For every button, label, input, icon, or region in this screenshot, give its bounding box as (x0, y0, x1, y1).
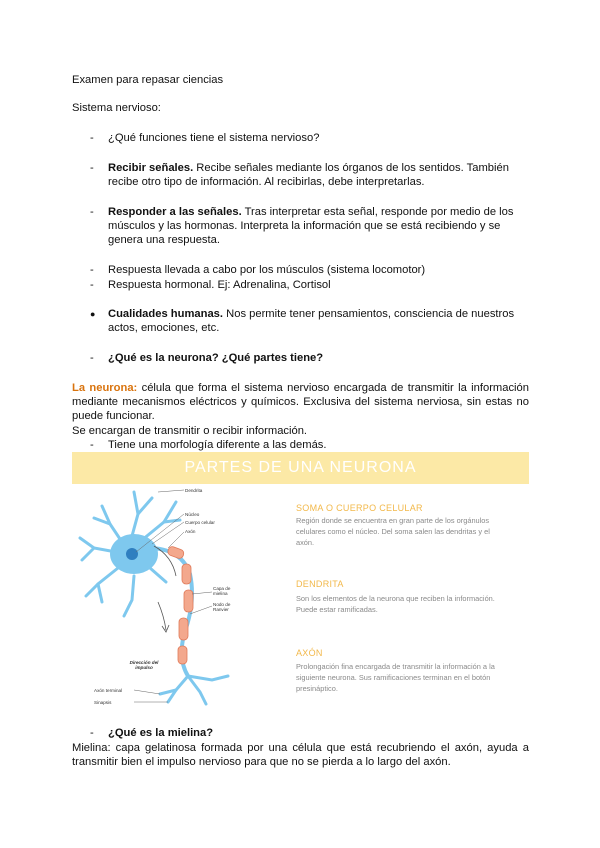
dot-bullet: ● (90, 309, 96, 319)
dash-bullet: - (90, 206, 94, 218)
dendrita-text: Son los elementos de la neurona que reciben la información. Puede estar ramificadas. (296, 594, 495, 614)
myelin-segment (179, 618, 188, 640)
neurona-text: célula que forma el sistema nervioso encargada de transmitir la información mediante mecanismos eléctricos y químicos. Exclusiva del sistema nerviosa, sin estas no puede funcionar. (72, 382, 529, 422)
response-muscles: Respuesta llevada a cabo por los músculos (sistema locomotor) (108, 264, 426, 276)
dash-bullet: - (90, 132, 94, 144)
dendrite-branch (124, 576, 134, 616)
label-leader (192, 592, 212, 594)
neuron-illustration (72, 484, 287, 710)
response-hormonal: Respuesta hormonal. Ej: Adrenalina, Cortisol (108, 279, 331, 291)
axon-terminal (188, 676, 228, 680)
document-title: Examen para repasar ciencias (72, 74, 224, 86)
label-mielina: Capa de mielina (213, 586, 231, 596)
dendrite-branch (102, 506, 122, 542)
impulse-arrow (158, 602, 166, 630)
axon-terminal (168, 676, 188, 702)
label-terminal: Axón terminal (94, 688, 123, 693)
item-cualidades (108, 307, 528, 335)
label-leader (134, 690, 160, 694)
soma-text: Región donde se encuentra en gran parte de los orgánulos celulares como el núcleo. Del soma salen las dendritas y el axón. (296, 516, 490, 547)
myelin-segment (182, 564, 191, 584)
nucleus (126, 548, 138, 560)
dendrite-branch (138, 498, 152, 514)
axon-text: Prolongación fina encargada de transmitir la información a la siguiente neurona. Sus ramificaciones terminan en el botón presináptico. (296, 662, 495, 693)
label-cuerpo: Cuerpo celular (185, 520, 215, 525)
label-axon: Axón (185, 529, 196, 534)
question-functions: ¿Qué funciones tiene el sistema nervioso? (108, 132, 320, 144)
item-text: Nos permite tener pensamientos, consciencia de nuestros actos, emociones, etc. (108, 308, 515, 334)
neurona-definition (72, 381, 529, 423)
question-neurona: ¿Qué es la neurona? ¿Qué partes tiene? (108, 352, 324, 364)
dash-bullet: - (90, 162, 94, 174)
label-leader (152, 522, 184, 544)
soma-heading: SOMA O CUERPO CELULAR (296, 503, 423, 513)
label-sinapsis: Sinapsis (94, 700, 112, 705)
label-dendrita: Dendrita (185, 488, 203, 493)
axon-terminal (188, 676, 206, 704)
item-text: Tras interpretar esta señal, responde por medio de los músculos y las hormonas. Interpreta la información que se está recibiendo y se genera una respuesta. (108, 206, 514, 246)
neurona-term: La neurona: (72, 382, 138, 394)
item-term: Responder a las señales. (108, 206, 242, 218)
dash-bullet: - (90, 727, 94, 739)
section-title: Sistema nervioso: (72, 102, 161, 114)
label-leader (168, 532, 184, 548)
label-nucleo: Núcleo (185, 512, 200, 517)
dendrite-branch (98, 584, 102, 602)
item-responder (108, 205, 528, 247)
mielina-definition: Mielina: capa gelatinosa formada por una célula que está recubriendo el axón, ayuda a transmitir bien el impulso nervioso para que no se pierda a lo largo del axón. (72, 742, 529, 768)
neurona-morphology: Tiene una morfología diferente a las demás. (108, 439, 327, 451)
label-ranvier: Nodo de Ranvier (213, 602, 231, 612)
item-text: Recibe señales mediante los órganos de los sentidos. También recibe otro tipo de información. Al recibirlas, debe interpretarlas. (108, 162, 509, 188)
dendrite-branch (86, 568, 118, 596)
question-mielina: ¿Qué es la mielina? (108, 727, 214, 739)
dendrita-heading: DENDRITA (296, 579, 344, 589)
dash-bullet: - (90, 439, 94, 451)
label-leader (136, 514, 184, 552)
myelin-segment (178, 646, 187, 664)
neuron-infographic (72, 452, 529, 710)
myelin-segment (167, 546, 185, 560)
infographic-title: PARTES DE UNA NEURONA (72, 452, 529, 484)
dendrite-branch (82, 548, 94, 560)
item-term: Cualidades humanas. (108, 308, 224, 320)
dendrite-branch (150, 568, 166, 582)
myelin-segment (184, 590, 193, 612)
dash-bullet: - (90, 264, 94, 276)
label-direccion: Dirección del impulso (129, 660, 159, 670)
item-term: Recibir señales. (108, 162, 194, 174)
dash-bullet: - (90, 279, 94, 291)
neurona-function: Se encargan de transmitir o recibir información. (72, 425, 308, 437)
item-recibir (108, 161, 528, 189)
dendrite-branch (164, 520, 180, 522)
label-leader (158, 490, 184, 492)
axon-heading: AXÓN (296, 648, 323, 658)
dash-bullet: - (90, 352, 94, 364)
